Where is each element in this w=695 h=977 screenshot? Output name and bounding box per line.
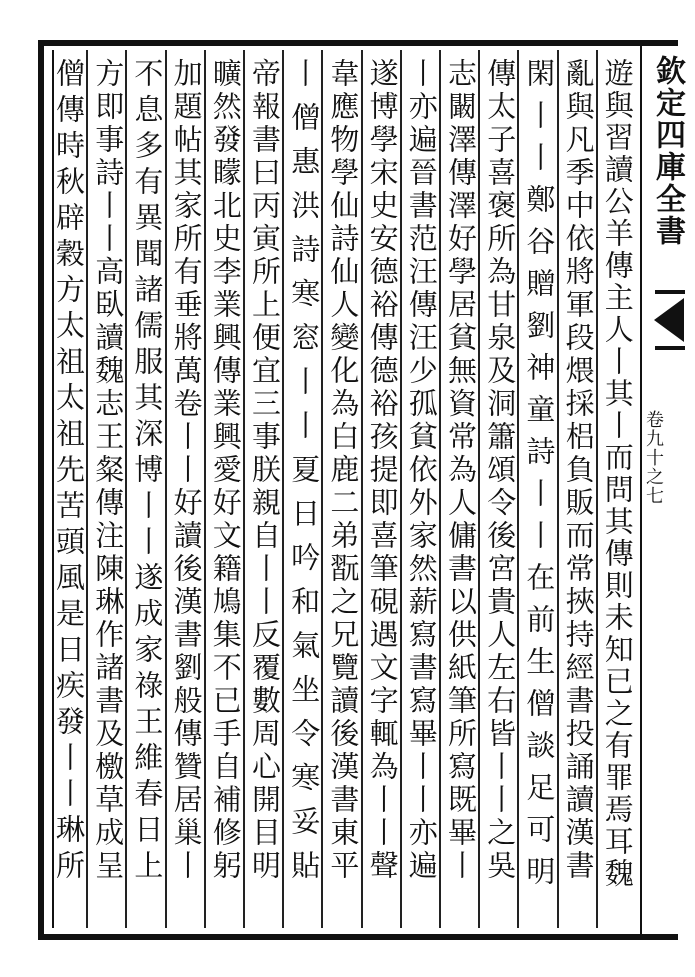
text-column: 傳太子喜褒所為甘泉及洞簫頌令後宮貴人左右皆丨丨之吳 (483, 58, 518, 883)
volume-number: 卷九十之七 (643, 410, 664, 505)
text-column: 亂與凡季中依將軍段煨採梠負販而常挾持經書投誦讀漢書 (561, 58, 596, 883)
frame-left-border (38, 40, 44, 940)
text-column: 志闞澤傳澤好學居貧無資常為人傭書以供紙筆所寫既畢丨 (444, 58, 478, 883)
text-column: 帝報書曰丙寅所上便宜三事朕親自丨丨反覆數周心開目明 (248, 58, 282, 883)
text-column: 曠然發矇北史李業興傳業興愛好文籍鳩集不已手自補修躬 (208, 58, 243, 883)
text-column: 遂博學宋史安德裕傳德裕孩提即喜筆硯遇文字輒為丨丨聲 (365, 58, 400, 883)
text-column: 遊與習讀公羊傳主人丨其丨而問其傳則未知已之有罪焉耳魏 (600, 58, 635, 890)
book-title: 欽定四庫全書 (650, 55, 685, 247)
fishtail-bar-top (655, 290, 685, 294)
text-column: 閑丨丨鄭谷贈劉神童詩丨丨在前生僧談足可明 (522, 58, 557, 898)
frame-top-border (38, 40, 678, 46)
text-column: 加題帖其家所有垂將萬卷丨丨好讀後漢書劉般傳贊居巢丨 (169, 58, 204, 883)
frame-bottom-border (38, 934, 678, 940)
text-column: 不息多有異聞諸儒服其深博丨丨遂成家祿王維春日上 (130, 58, 165, 886)
text-column: 韋應物學仙詩仙人變化為白鹿二弟翫之兄覽讀後漢書東平 (326, 58, 361, 883)
fishtail-bar-bottom (655, 346, 685, 350)
text-column: 丨亦遍晉書范汪傳汪少孤貧依外家然薪寫書寫畢丨丨亦遍 (404, 58, 439, 883)
fishtail-mark (654, 298, 684, 342)
text-column: 僧傳時秋辟穀方太祖太祖先苦頭風是日疾發丨丨琳所 (52, 58, 86, 886)
text-column: 方即事詩丨丨高臥讀魏志王粲傳注陳琳作諸書及檄草成呈 (91, 58, 126, 883)
text-column: 丨僧惠洪詩寒窓丨丨夏日吟和氣坐令寒妥貼 (287, 58, 322, 894)
